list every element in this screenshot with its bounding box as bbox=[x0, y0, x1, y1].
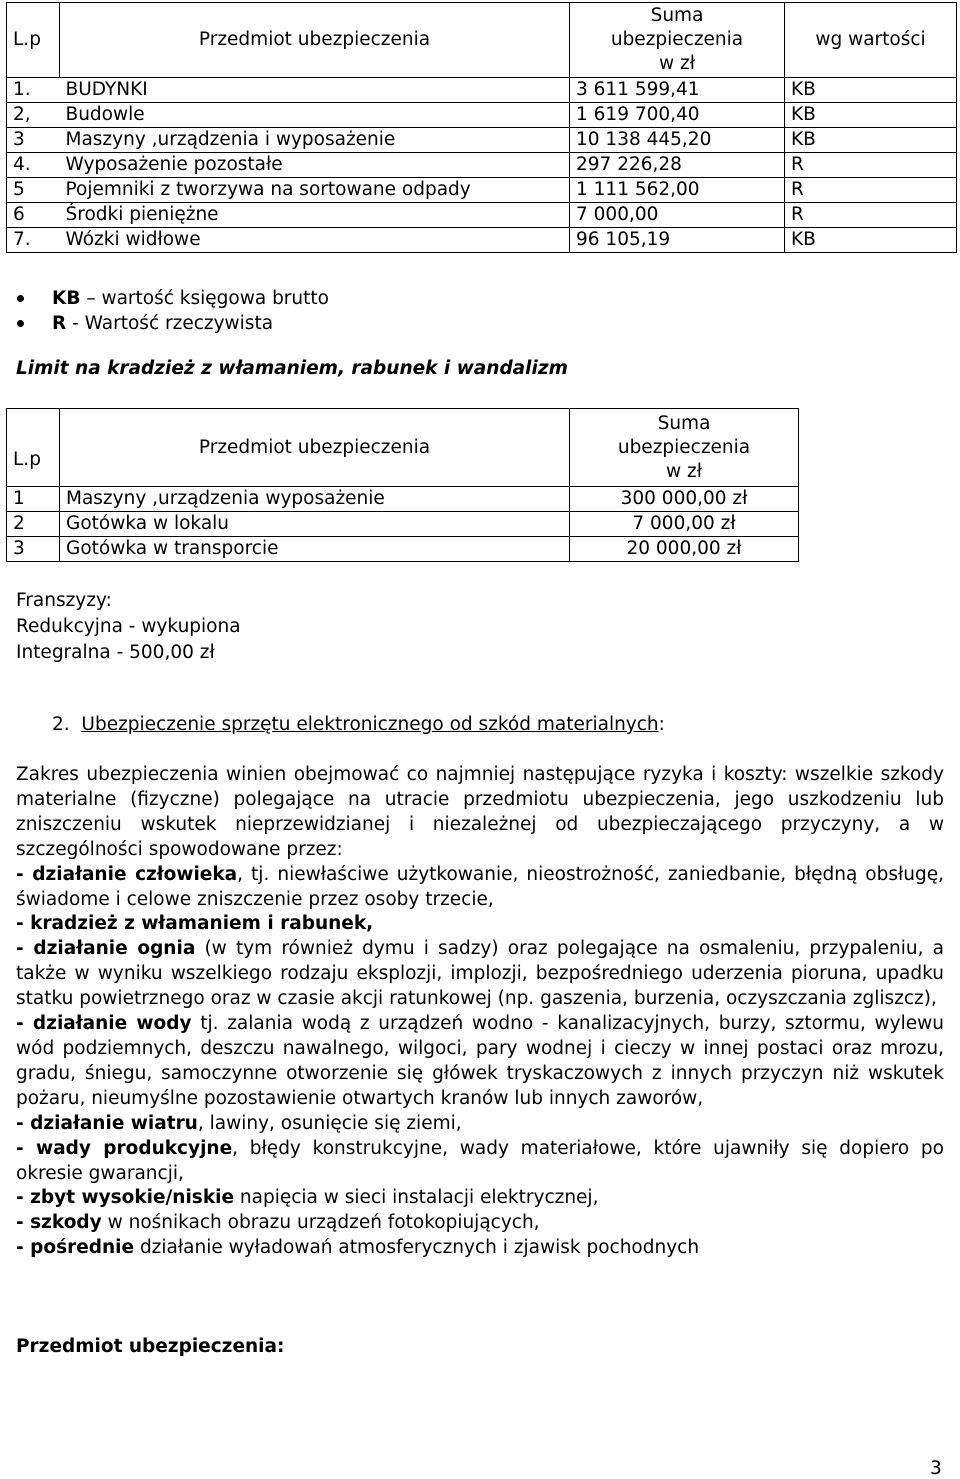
header-subject: Przedmiot ubezpieczenia bbox=[60, 3, 570, 78]
legend-item-r: R - Wartość rzeczywista bbox=[15, 311, 329, 336]
subject-heading: Przedmiot ubezpieczenia: bbox=[16, 1336, 285, 1357]
section-2-heading: 2. Ubezpieczenie sprzętu elektronicznego od szkód materialnych: bbox=[52, 714, 665, 735]
section-title: Ubezpieczenie sprzętu elektronicznego od szkód materialnych bbox=[81, 714, 659, 735]
bullet-icon bbox=[17, 295, 24, 302]
table-row: 7. Wózki widłowe 96 105,19 KB bbox=[7, 228, 957, 253]
table-row: 4. Wyposażenie pozostałe 297 226,28 R bbox=[7, 153, 957, 178]
legend-item-kb: KB – wartość księgowa brutto bbox=[15, 286, 329, 311]
header-value-basis: wg wartości bbox=[785, 3, 957, 78]
table-row: 3 Maszyny ,urządzenia i wyposażenie 10 138 445,20 KB bbox=[7, 128, 957, 153]
value-legend bbox=[15, 286, 329, 336]
risk-item: - pośrednie działanie wyładowań atmosferycznych i zjawisk pochodnych bbox=[16, 1237, 700, 1259]
risk-item: - wady produkcyjne, błędy konstrukcyjne, wady materiałowe, które ujawniły się dopiero po okresie gwarancji, bbox=[16, 1137, 944, 1184]
table-row: 6 Środki pieniężne 7 000,00 R bbox=[7, 203, 957, 228]
table-row: 3 Gotówka w transporcie 20 000,00 zł bbox=[7, 537, 799, 562]
franchise-reductive: Redukcyjna - wykupiona bbox=[16, 616, 241, 637]
risk-item: - działanie wiatru, lawiny, osunięcie się ziemi, bbox=[16, 1112, 462, 1134]
header-lp: L.p bbox=[7, 3, 60, 78]
page-number: 3 bbox=[930, 1458, 942, 1479]
section-number: 2. bbox=[52, 714, 70, 735]
bullet-icon bbox=[17, 320, 24, 327]
header-sum: Suma ubezpieczenia w zł bbox=[570, 409, 799, 487]
franchise-title: Franszyzy: bbox=[16, 590, 112, 611]
insurance-sum-table bbox=[6, 2, 957, 253]
table-row: 1 Maszyny ,urządzenia wyposażenie 300 000,00 zł bbox=[7, 487, 799, 512]
header-subject: Przedmiot ubezpieczenia bbox=[60, 409, 570, 487]
header-sum: Suma ubezpieczenia w zł bbox=[570, 3, 785, 78]
risk-item: - zbyt wysokie/niskie napięcia w sieci instalacji elektrycznej, bbox=[16, 1187, 599, 1209]
table-row: 2 Gotówka w lokalu 7 000,00 zł bbox=[7, 512, 799, 537]
header-lp: L.p bbox=[7, 409, 60, 487]
table-row: 2, Budowle 1 619 700,40 KB bbox=[7, 103, 957, 128]
theft-limit-table bbox=[6, 408, 799, 562]
risk-item: - szkody w nośnikach obrazu urządzeń fotokopiujących, bbox=[16, 1212, 540, 1234]
coverage-scope-text bbox=[16, 763, 944, 1261]
table-row: 1. BUDYNKI 3 611 599,41 KB bbox=[7, 78, 957, 103]
intro-paragraph: Zakres ubezpieczenia winien obejmować co najmniej następujące ryzyka i koszty: wszelkie szkody materialne (fizyczne) polegające na utracie przedmiotu ubezpieczenia, jego uszkodzeniu lub zniszczeniu wskutek nieprzewidzianej i niezależnej od ubezpieczającego przyczyny, a w szczególności spowodowane przez: bbox=[16, 764, 944, 860]
risk-item: - kradzież z włamaniem i rabunek, bbox=[16, 913, 374, 935]
table-row: 5 Pojemniki z tworzywa na sortowane odpady 1 111 562,00 R bbox=[7, 178, 957, 203]
limit-heading: Limit na kradzież z włamaniem, rabunek i wandalizm bbox=[16, 358, 568, 379]
risk-item: - działanie człowieka, tj. niewłaściwe użytkowanie, nieostrożność, zaniedbanie, błędną obsługę, świadome i celowe zniszczenie przez osoby trzecie, bbox=[16, 863, 944, 910]
risk-item: - działanie wody tj. zalania wodą z urządzeń wodno - kanalizacyjnych, burzy, sztormu, wylewu wód podziemnych, deszczu nawalnego, wilgoci, pary wodnej i cieczy w innej postaci oraz mrozu, gradu, śniegu, samoczynne otworzenie się główek tryskaczowych z innych przyczyn niż wskutek pożaru, nieumyślne pozostawienie otwartych kranów lub innych zaworów, bbox=[16, 1013, 945, 1109]
risk-item: - działanie ognia (w tym również dymu i sadzy) oraz polegające na osmaleniu, przypaleniu, a także w wyniku wszelkiego rodzaju eksplozji, implozji, bezpośredniego uderzenia pioruna, upadku statku powietrznego oraz w czasie akcji ratunkowej (np. gaszenia, burzenia, oczyszczania zgliszcz), bbox=[16, 938, 944, 1010]
franchise-integral: Integralna - 500,00 zł bbox=[16, 642, 215, 663]
